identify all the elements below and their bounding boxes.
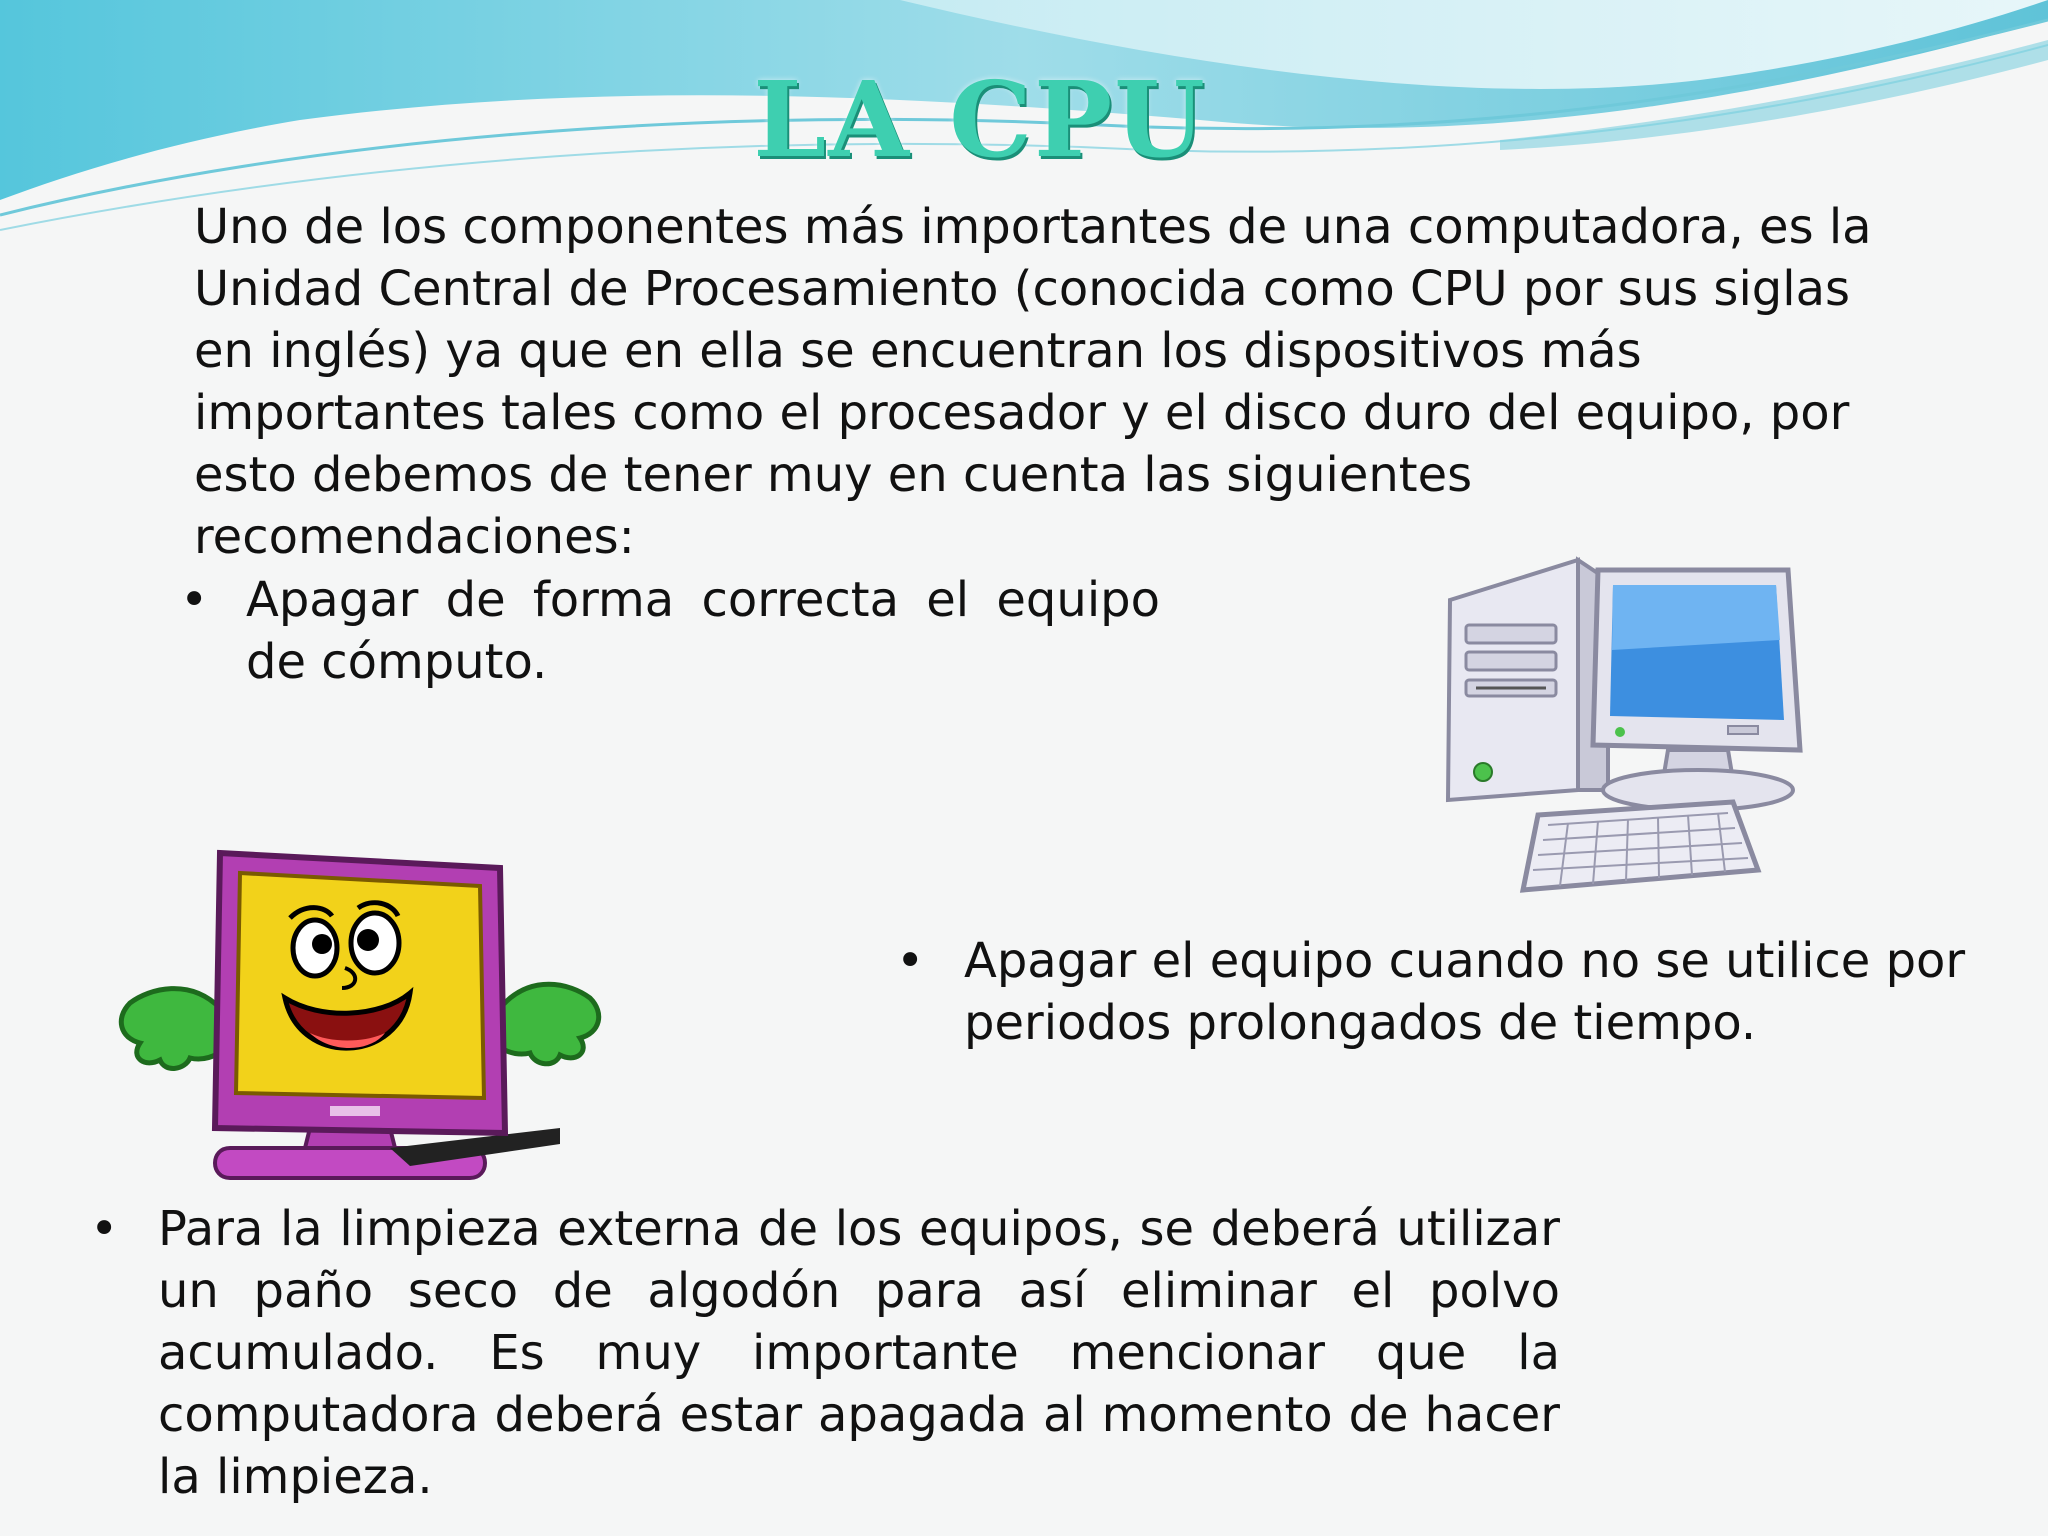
bullet-item-2 bbox=[896, 930, 1996, 1054]
slide-title: LA CPU bbox=[753, 58, 1207, 181]
bullet-item-3 bbox=[90, 1198, 1560, 1508]
bullet-marker: • bbox=[180, 572, 209, 628]
bullet-marker: • bbox=[896, 933, 925, 989]
bullet-marker: • bbox=[90, 1201, 119, 1257]
bullet-text-2: Apagar el equipo cuando no se utilice por periodos prolongados de tiempo. bbox=[964, 933, 1966, 1051]
intro-paragraph: Uno de los componentes más importantes de una computadora, es la Unidad Central de Procesamiento (conocida como CPU por sus siglas en inglés) ya que en ella se encuentran los dispositivos más importantes tales como el procesador y el disco duro del equipo, por esto debemos de tener muy en cuenta las siguientes recomendaciones: bbox=[194, 199, 1872, 565]
smiling-monitor-cartoon bbox=[110, 848, 610, 1188]
bullet-item-1 bbox=[180, 569, 1160, 693]
bullet-text-3: Para la limpieza externa de los equipos, se deberá utilizar un paño seco de algodón para así eliminar el polvo acumulado. Es muy importante mencionar que la computadora deberá estar apagada al momento de hacer la limpieza. bbox=[158, 1201, 1560, 1505]
desktop-computer-illustration bbox=[1428, 540, 1818, 910]
bullet-text-1: Apagar de forma correcta el equipo de cómputo. bbox=[246, 572, 1160, 690]
